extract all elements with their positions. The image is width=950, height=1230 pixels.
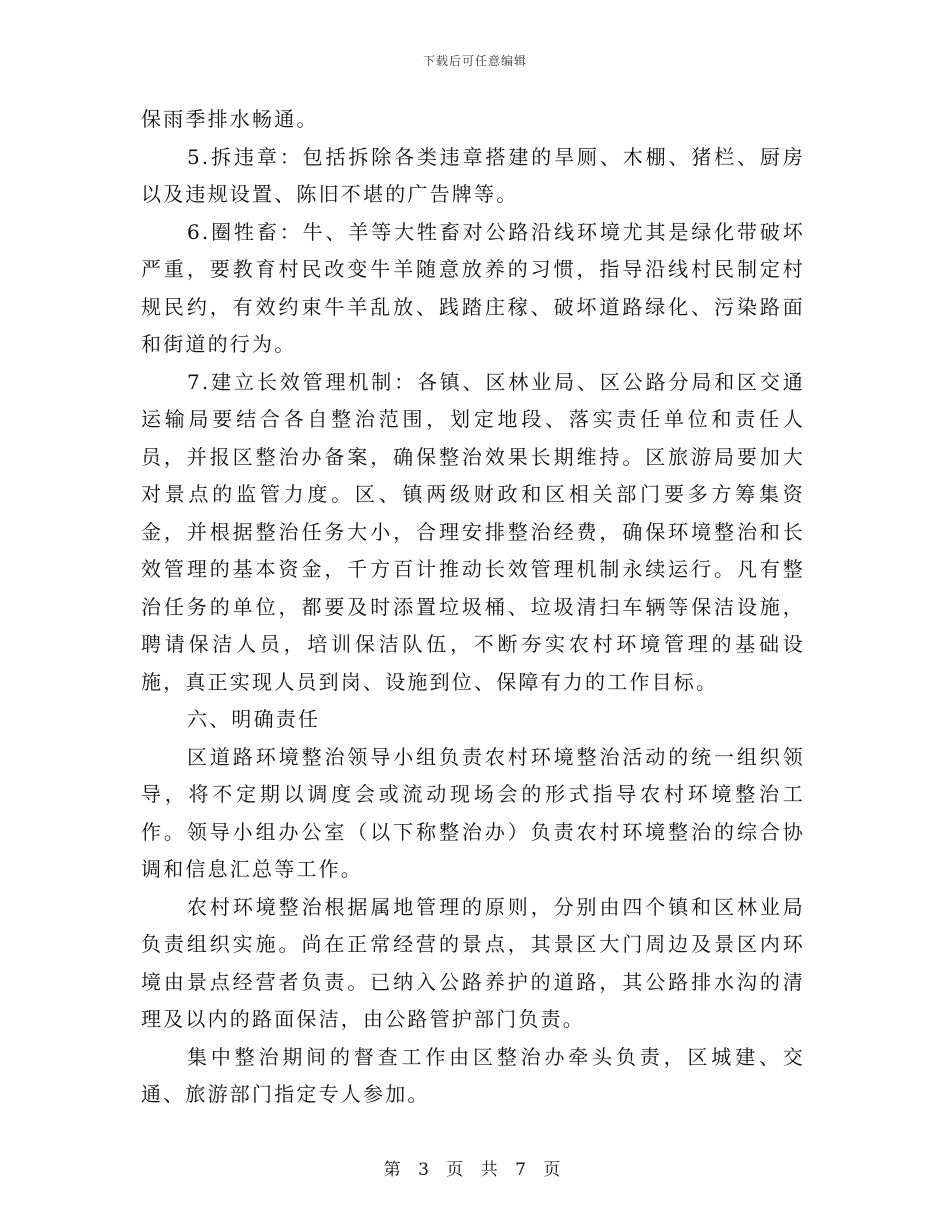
paragraph: 7.建立长效管理机制：各镇、区林业局、区公路分局和区交通运输局要结合各自整治范围，划定地段、落实责任单位和责任人员，并报区整治办备案，确保整治效果长期维持。区旅游局要加大对景点的监管力度。区、镇两级财政和区相关部门要多方筹集资金，并根据整治任务大小，合理安排整治经费，确保环境整治和长效管理的基本资金，千方百计推动长效管理机制永续运行。凡有整治任务的单位，都要及时添置垃圾桶、垃圾清扫车辆等保洁设施，聘请保洁人员，培训保洁队伍，不断夯实农村环境管理的基础设施，真正实现人员到岗、设施到位、保障有力的工作目标。 bbox=[141, 369, 805, 694]
document-body bbox=[141, 101, 805, 1114]
paragraph: 保雨季排水畅通。 bbox=[141, 107, 319, 131]
section-heading: 六、明确责任 bbox=[187, 707, 321, 731]
paragraph: 集中整治期间的督查工作由区整治办牵头负责，区城建、交通、旅游部门指定专人参加。 bbox=[141, 1044, 805, 1106]
paragraph: 区道路环境整治领导小组负责农村环境整治活动的统一组织领导，将不定期以调度会或流动现场会的形式指导农村环境整治工作。领导小组办公室（以下称整治办）负责农村环境整治的综合协调和信息汇总等工作。 bbox=[141, 744, 805, 881]
page-header-note: 下载后可任意编辑 bbox=[422, 54, 527, 68]
paragraph: 5.拆违章：包括拆除各类违章搭建的旱厕、木棚、猪栏、厨房以及违规设置、陈旧不堪的广告牌等。 bbox=[141, 144, 805, 206]
page-number: 第 3 页 共 7 页 bbox=[383, 1160, 567, 1180]
paragraph: 6.圈牲畜：牛、羊等大牲畜对公路沿线环境尤其是绿化带破坏严重，要教育村民改变牛羊随意放养的习惯，指导沿线村民制定村规民约，有效约束牛羊乱放、践踏庄稼、破坏道路绿化、污染路面和街道的行为。 bbox=[141, 219, 805, 356]
paragraph: 农村环境整治根据属地管理的原则，分别由四个镇和区林业局负责组织实施。尚在正常经营的景点，其景区大门周边及景区内环境由景点经营者负责。已纳入公路养护的道路，其公路排水沟的清理及以内的路面保洁，由公路管护部门负责。 bbox=[141, 894, 805, 1031]
